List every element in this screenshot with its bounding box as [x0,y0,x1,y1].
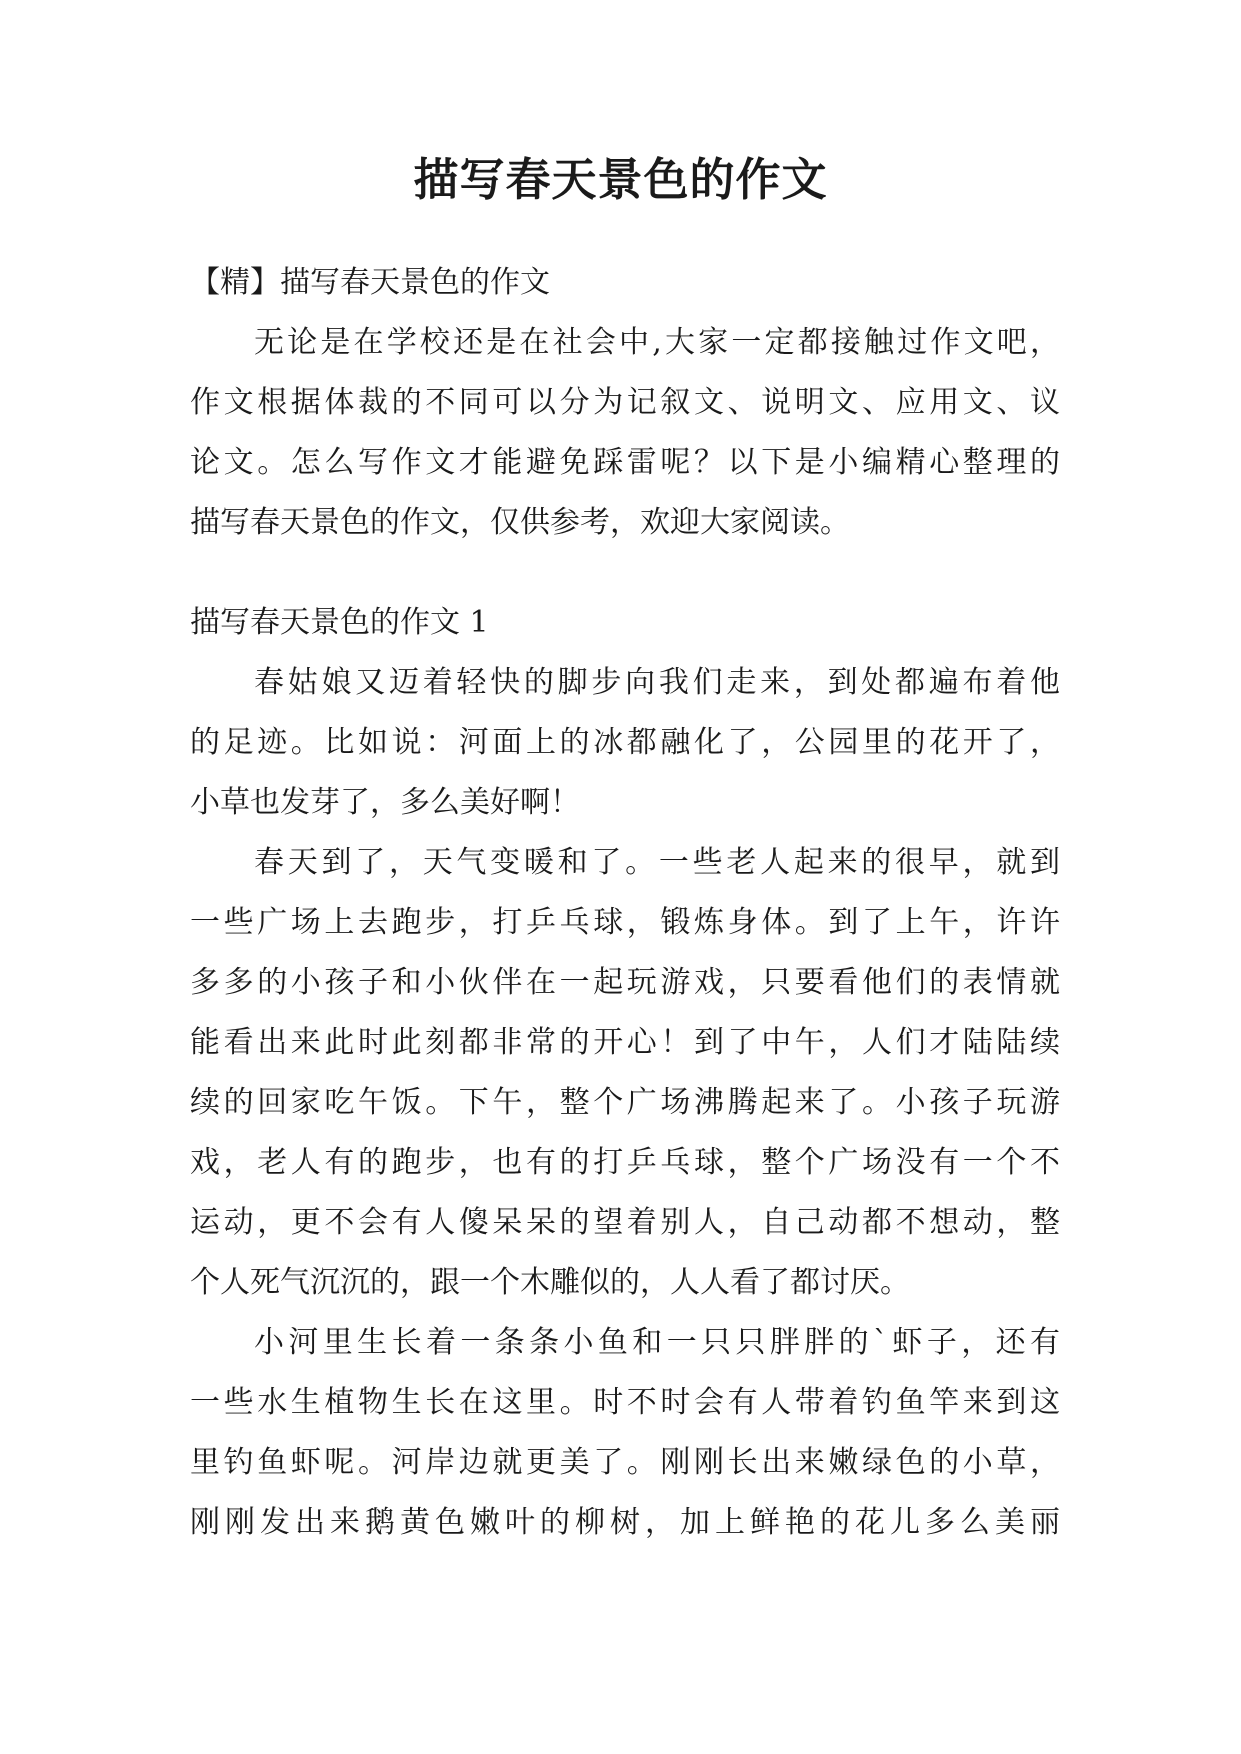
paragraph1-line-1: 春姑娘又迈着轻快的脚步向我们走来，到处都遍布着他 [254,665,1060,700]
paragraph2-line-7: 运动，更不会有人傻呆呆的望着别人，自己动都不想动，整 [190,1205,1060,1240]
intro-line-2: 作文根据体裁的不同可以分为记叙文、说明文、应用文、议 [190,385,1060,420]
paragraph1-line-3: 小草也发芽了，多么美好啊！ [190,785,580,820]
paragraph3-line-4: 刚刚发出来鹅黄色嫩叶的柳树，加上鲜艳的花儿多么美丽 [190,1505,1060,1540]
section-heading: 描写春天景色的作文 1 [190,605,489,640]
document-title: 描写春天景色的作文 [413,153,828,206]
paragraph3-line-1: 小河里生长着一条条小鱼和一只只胖胖的`虾子，还有 [254,1325,1060,1360]
paragraph3-line-2: 一些水生植物生长在这里。时不时会有人带着钓鱼竿来到这 [190,1385,1060,1420]
paragraph2-line-3: 多多的小孩子和小伙伴在一起玩游戏，只要看他们的表情就 [190,965,1060,1000]
paragraph2-line-5: 续的回家吃午饭。下午，整个广场沸腾起来了。小孩子玩游 [190,1085,1060,1120]
paragraph3-line-3: 里钓鱼虾呢。河岸边就更美了。刚刚长出来嫩绿色的小草， [190,1445,1060,1480]
paragraph1-line-2: 的足迹。比如说：河面上的冰都融化了，公园里的花开了， [190,725,1060,760]
paragraph2-line-8: 个人死气沉沉的，跟一个木雕似的，人人看了都讨厌。 [190,1265,910,1300]
paragraph2-line-1: 春天到了，天气变暖和了。一些老人起来的很早，就到 [254,845,1060,880]
paragraph2-line-4: 能看出来此时此刻都非常的开心！到了中午，人们才陆陆续 [190,1025,1060,1060]
paragraph2-line-2: 一些广场上去跑步，打乒乓球，锻炼身体。到了上午，许许 [190,905,1060,940]
document-subtitle: 【精】描写春天景色的作文 [190,265,550,300]
intro-line-3: 论文。怎么写作文才能避免踩雷呢？以下是小编精心整理的 [190,445,1060,480]
paragraph2-line-6: 戏，老人有的跑步，也有的打乒乓球，整个广场没有一个不 [190,1145,1060,1180]
intro-line-1: 无论是在学校还是在社会中,大家一定都接触过作文吧， [254,325,1060,360]
intro-line-4: 描写春天景色的作文，仅供参考，欢迎大家阅读。 [190,505,850,540]
